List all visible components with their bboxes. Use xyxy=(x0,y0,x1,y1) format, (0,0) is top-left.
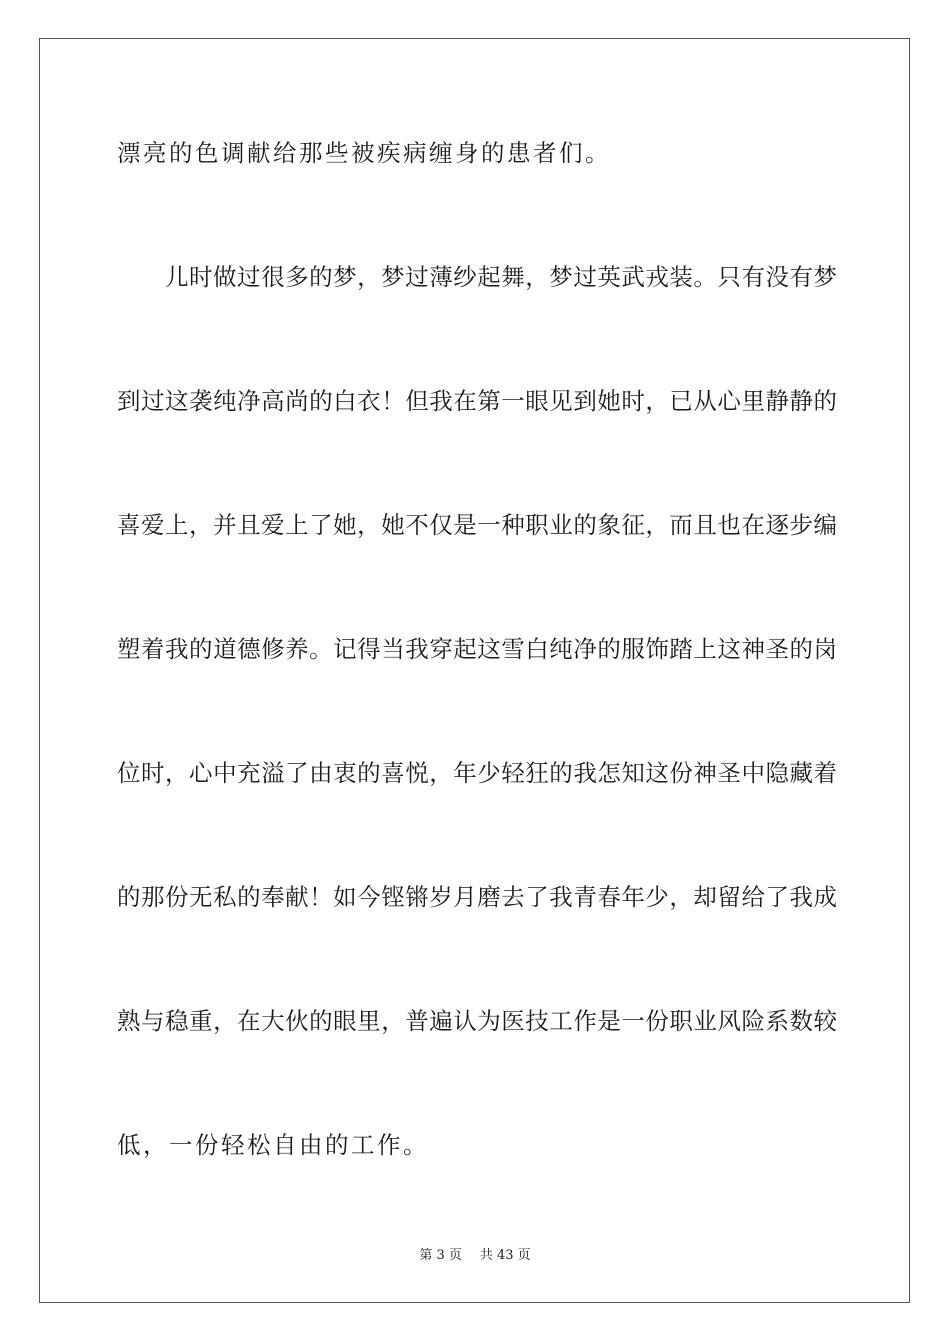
text-line: 塑着我的道德修养。记得当我穿起这雪白纯净的服饰踏上这神圣的岗 xyxy=(117,635,837,663)
text-line: 到过这袭纯净高尚的白衣！但我在第一眼见到她时，已从心里静静的 xyxy=(117,387,837,415)
page-border xyxy=(39,38,910,1303)
text-line: 低，一份轻松自由的工作。 xyxy=(117,1131,429,1159)
page-number: 第 3 页 xyxy=(419,1248,462,1263)
page-footer xyxy=(0,1248,950,1264)
page-total: 共 43 页 xyxy=(479,1248,531,1263)
text-line: 儿时做过很多的梦，梦过薄纱起舞，梦过英武戎装。只有没有梦 xyxy=(165,263,837,291)
text-line: 喜爱上，并且爱上了她，她不仅是一种职业的象征，而且也在逐步编 xyxy=(117,511,837,539)
text-line: 熟与稳重，在大伙的眼里，普遍认为医技工作是一份职业风险系数较 xyxy=(117,1007,837,1035)
text-line: 的那份无私的奉献！如今铿锵岁月磨去了我青春年少，却留给了我成 xyxy=(117,883,837,911)
text-line: 位时，心中充溢了由衷的喜悦，年少轻狂的我怎知这份神圣中隐藏着 xyxy=(117,759,837,787)
text-line: 漂亮的色调献给那些被疾病缠身的患者们。 xyxy=(117,139,611,167)
